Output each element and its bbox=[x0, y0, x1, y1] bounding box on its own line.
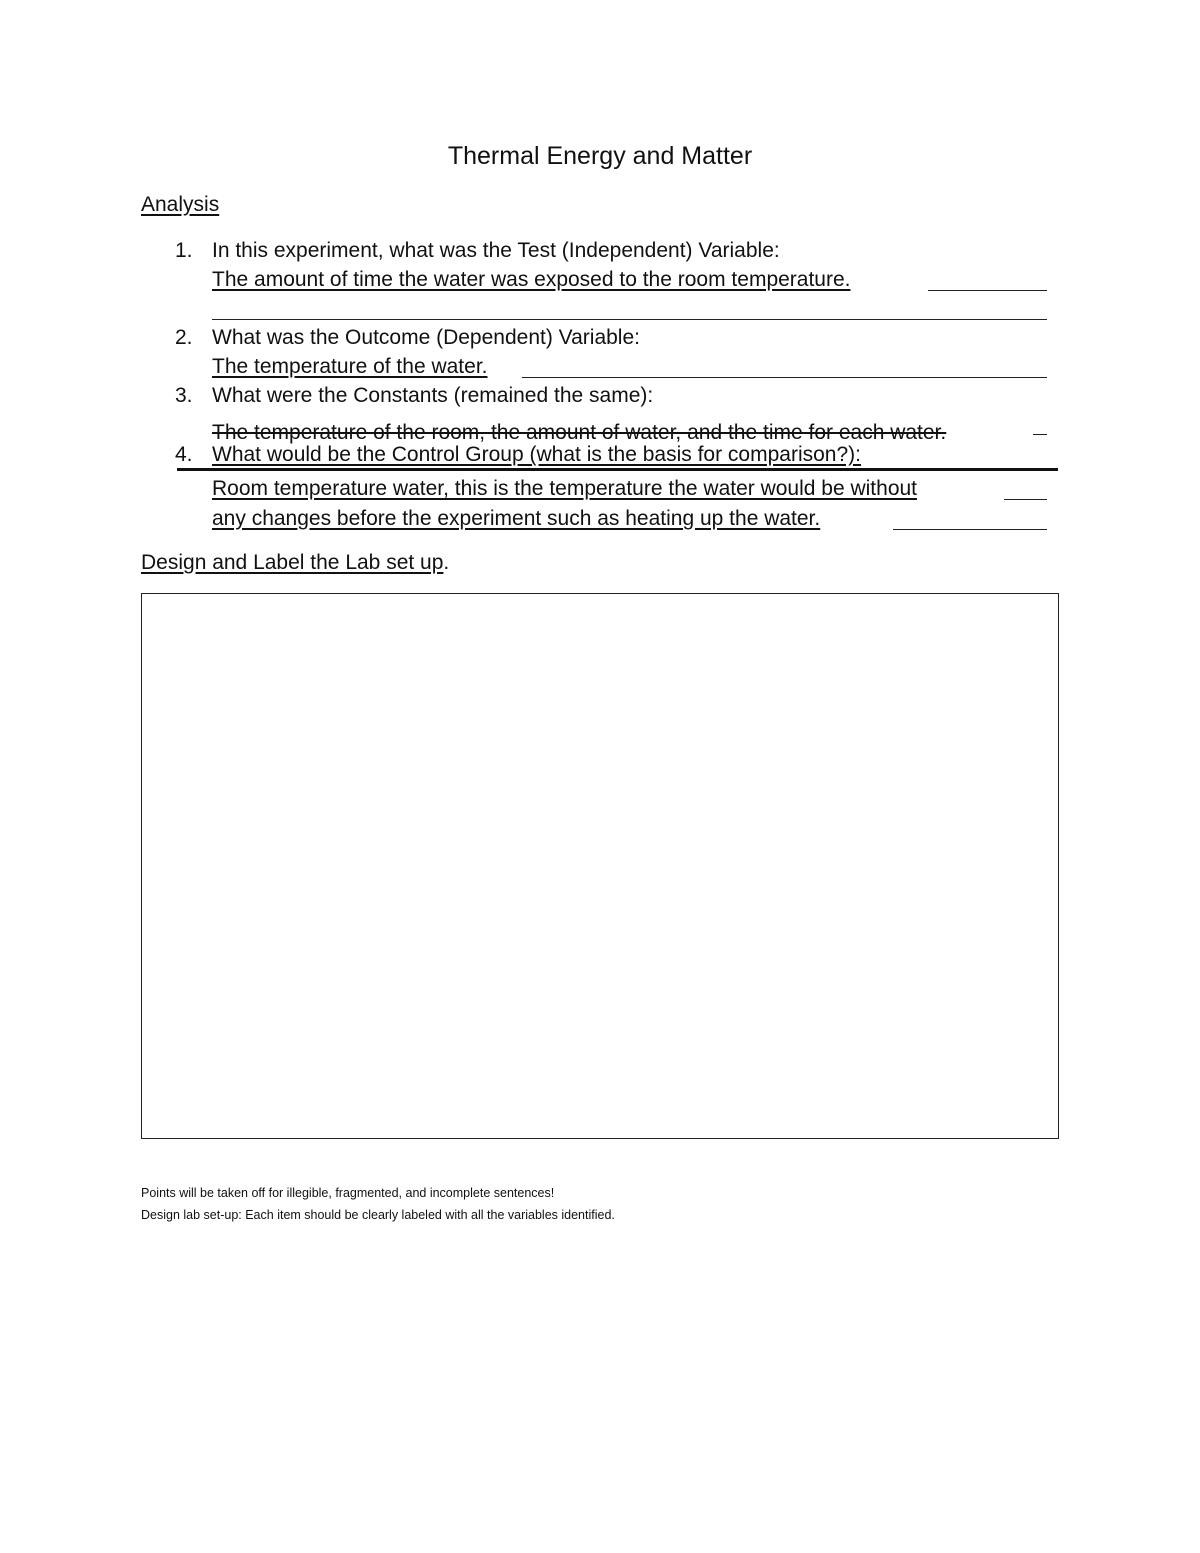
answer-blank-line bbox=[893, 529, 1047, 530]
analysis-heading: Analysis bbox=[141, 193, 220, 216]
answer-blank-line bbox=[928, 290, 1047, 291]
footer-note-2: Design lab set-up: Each item should be clearly labeled with all the variables identified. bbox=[141, 1208, 615, 1222]
divider-line bbox=[177, 468, 1058, 471]
question-1-number: 1. bbox=[175, 239, 193, 262]
question-1-answer: The amount of time the water was exposed to the room temperature. bbox=[212, 268, 851, 291]
page-title: Thermal Energy and Matter bbox=[447, 142, 753, 170]
answer-blank-line bbox=[1033, 434, 1047, 435]
question-4-number: 4. bbox=[175, 443, 193, 466]
question-3-number: 3. bbox=[175, 384, 193, 407]
question-2-text: What was the Outcome (Dependent) Variable: bbox=[212, 326, 640, 349]
question-3-answer: The temperature of the room, the amount of water, and the time for each water. bbox=[212, 421, 947, 444]
question-4-answer-line-1: Room temperature water, this is the temperature the water would be without bbox=[212, 477, 918, 500]
question-2-answer: The temperature of the water. bbox=[212, 355, 488, 378]
question-1-text: In this experiment, what was the Test (Independent) Variable: bbox=[212, 239, 780, 262]
answer-blank-line bbox=[1004, 499, 1047, 500]
design-heading: Design and Label the Lab set up bbox=[141, 551, 444, 574]
answer-blank-line bbox=[522, 377, 1047, 378]
question-4-answer-line-2: any changes before the experiment such as heating up the water. bbox=[212, 507, 821, 530]
question-3-text: What were the Constants (remained the same): bbox=[212, 384, 654, 407]
answer-blank-line bbox=[212, 319, 1047, 320]
question-2-number: 2. bbox=[175, 326, 193, 349]
footer-note-1: Points will be taken off for illegible, fragmented, and incomplete sentences! bbox=[141, 1186, 555, 1200]
design-heading-row bbox=[141, 551, 449, 575]
question-4-text: What would be the Control Group (what is the basis for comparison?): bbox=[212, 443, 861, 466]
lab-setup-drawing-area[interactable] bbox=[141, 593, 1059, 1139]
design-heading-period: . bbox=[443, 551, 450, 574]
